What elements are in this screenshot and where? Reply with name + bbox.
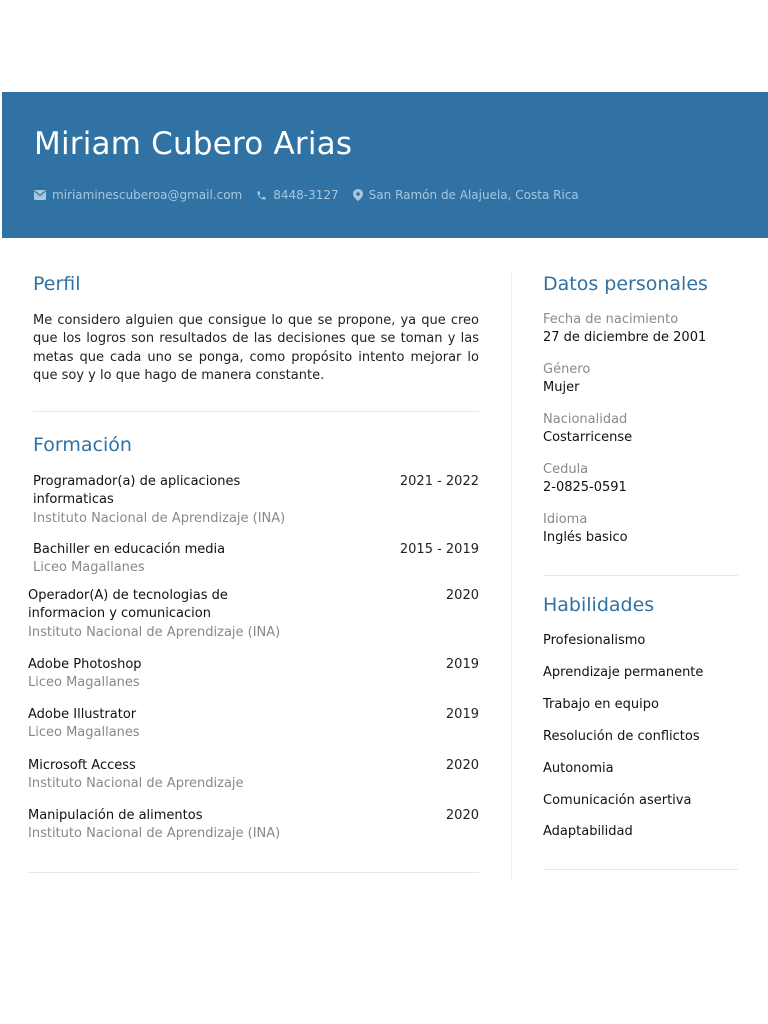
contact-phone[interactable] xyxy=(256,188,338,202)
skill-item: Profesionalismo xyxy=(543,633,646,648)
personal-value: Costarricense xyxy=(543,430,633,445)
education-year: 2020 xyxy=(445,758,479,773)
section-divider xyxy=(543,575,738,576)
education-year: 2019 xyxy=(445,657,479,672)
section-divider xyxy=(33,411,479,412)
education-institution: Instituto Nacional de Aprendizaje (INA) xyxy=(28,624,281,640)
education-item xyxy=(28,587,479,642)
skill-item: Resolución de conflictos xyxy=(543,729,700,744)
skill-item: Aprendizaje permanente xyxy=(543,665,704,680)
header-banner xyxy=(2,92,768,238)
education-year: 2020 xyxy=(445,808,479,823)
education-title: Operador(A) de tecnologias de informacion y comunicacion xyxy=(28,588,228,622)
education-item xyxy=(28,807,479,844)
full-name: Miriam Cubero Arias xyxy=(34,126,353,162)
envelope-icon xyxy=(34,190,46,200)
education-item xyxy=(33,473,479,528)
location-text: San Ramón de Alajuela, Costa Rica xyxy=(368,188,579,202)
education-institution: Instituto Nacional de Aprendizaje (INA) xyxy=(33,510,286,526)
education-institution: Liceo Magallanes xyxy=(33,560,145,576)
education-institution: Instituto Nacional de Aprendizaje xyxy=(28,776,244,792)
personal-value: 2-0825-0591 xyxy=(543,480,627,495)
education-item xyxy=(33,541,479,578)
education-year: 2021 - 2022 xyxy=(399,474,479,489)
personal-value: Mujer xyxy=(543,380,580,395)
education-title: Manipulación de alimentos xyxy=(28,808,203,823)
skill-item: Autonomia xyxy=(543,761,614,776)
formacion-title: Formación xyxy=(33,434,132,456)
section-divider xyxy=(543,869,738,870)
skill-item: Comunicación asertiva xyxy=(543,793,692,808)
skill-item: Adaptabilidad xyxy=(543,824,633,839)
education-institution: Liceo Magallanes xyxy=(28,725,140,741)
contact-email[interactable] xyxy=(34,188,242,202)
contact-location xyxy=(353,188,579,202)
personal-label: Cedula xyxy=(543,462,589,477)
skill-item: Trabajo en equipo xyxy=(543,697,659,712)
personal-label: Género xyxy=(543,362,591,377)
education-title: Programador(a) de aplicaciones informaticas xyxy=(33,474,241,508)
education-item xyxy=(28,757,479,794)
habilidades-title: Habilidades xyxy=(543,594,655,616)
datos-title: Datos personales xyxy=(543,273,708,295)
personal-value: Inglés basico xyxy=(543,530,628,545)
education-item xyxy=(28,656,479,693)
education-institution: Liceo Magallanes xyxy=(28,675,140,691)
map-pin-icon xyxy=(353,189,363,201)
personal-label: Idioma xyxy=(543,512,588,527)
personal-value: 27 de diciembre de 2001 xyxy=(543,330,707,345)
email-text: miriaminescuberoa@gmail.com xyxy=(52,188,243,202)
education-year: 2019 xyxy=(445,707,479,722)
phone-icon xyxy=(256,190,267,201)
education-title: Bachiller en educación media xyxy=(33,542,226,557)
education-year: 2020 xyxy=(445,588,479,603)
personal-label: Nacionalidad xyxy=(543,412,628,427)
contact-bar xyxy=(34,188,593,202)
education-year: 2015 - 2019 xyxy=(399,542,479,557)
perfil-title: Perfil xyxy=(33,273,81,295)
phone-text: 8448-3127 xyxy=(273,188,339,202)
perfil-text: Me considero alguien que consigue lo que se propone, ya que creo que los logros son resultados de las decisiones que se toman y las metas que cada uno se ponga, como propósito intento mejorar lo que soy y lo que hago de manera constante. xyxy=(33,313,479,384)
education-title: Microsoft Access xyxy=(28,758,136,773)
education-title: Adobe Photoshop xyxy=(28,657,142,672)
column-divider xyxy=(511,272,512,880)
personal-label: Fecha de nacimiento xyxy=(543,312,679,327)
education-item xyxy=(28,706,479,743)
education-institution: Instituto Nacional de Aprendizaje (INA) xyxy=(28,826,281,842)
education-title: Adobe Illustrator xyxy=(28,707,137,722)
section-divider xyxy=(28,872,479,873)
